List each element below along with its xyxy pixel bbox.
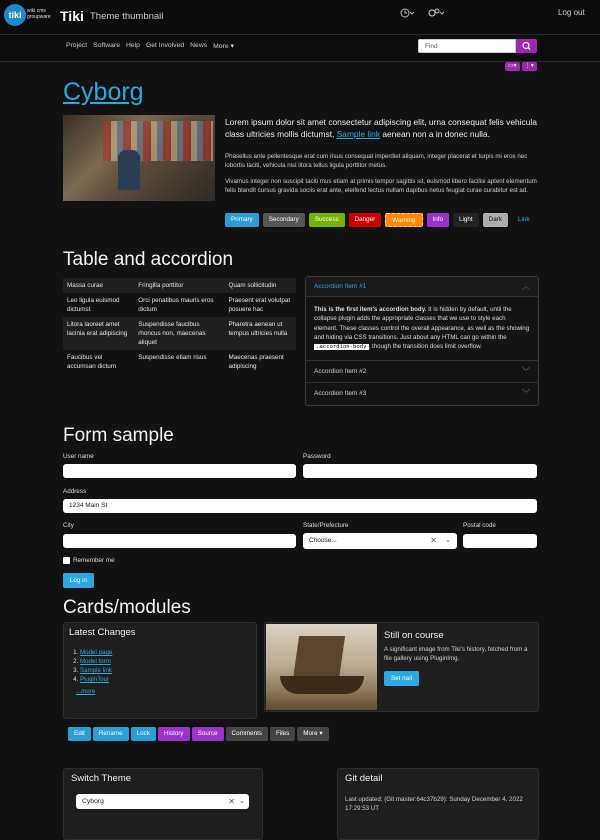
list-item bbox=[80, 648, 112, 657]
latest-changes-title: Latest Changes bbox=[69, 627, 136, 638]
search-button[interactable] bbox=[516, 39, 537, 53]
accordion-item-2-label: Accordion Item #2 bbox=[314, 368, 367, 375]
theme-select-value: Cyborg bbox=[82, 798, 104, 805]
more-actions-button[interactable]: More ▾ bbox=[297, 727, 328, 741]
theme-select[interactable] bbox=[76, 794, 249, 809]
form-section-heading: Form sample bbox=[63, 425, 174, 446]
remember-label: Remember me bbox=[73, 557, 115, 564]
table-cell: Suspendisse etiam risus bbox=[134, 350, 224, 374]
lead-paragraph bbox=[225, 116, 543, 140]
accordion-item-1-body bbox=[314, 305, 530, 352]
logo-subtext: wiki cms groupware bbox=[27, 8, 51, 20]
page-action-buttons bbox=[68, 727, 329, 741]
lead-text-tail: aenean non a in donec nulla. bbox=[382, 129, 490, 139]
remember-checkbox[interactable] bbox=[63, 557, 70, 564]
cogs-icon[interactable] bbox=[428, 8, 444, 21]
table-cell: Pharetra aenean ut tempus ultricies nulla bbox=[224, 317, 296, 350]
body-paragraph-2: Vivamus integer non suscipit taciti mus etiam at primis tempor sagittis sit, euismod libero facilisi aptent elementum felis blandit cursus gravida sociis erat ante, eleifend lectus nullam dapibus netus feugiat curae curabitur est ad. bbox=[225, 178, 537, 194]
latest-change-link[interactable]: PluginTour bbox=[80, 676, 110, 683]
nav-item-news[interactable]: News bbox=[190, 42, 208, 49]
list-item bbox=[80, 657, 112, 666]
dark-button[interactable]: Dark bbox=[483, 213, 508, 227]
set-nail-button[interactable]: Set nail bbox=[384, 671, 419, 686]
files-button[interactable]: Files bbox=[270, 727, 295, 741]
sample-link[interactable]: Sample link bbox=[336, 129, 380, 139]
still-on-course-title: Still on course bbox=[384, 630, 444, 641]
clear-icon[interactable]: ✕ bbox=[430, 536, 437, 545]
table-cell: Massa curae bbox=[63, 278, 134, 293]
table-row bbox=[63, 293, 296, 317]
table-section-heading: Table and accordion bbox=[63, 249, 234, 270]
accordion-item-3-header[interactable] bbox=[306, 382, 538, 404]
state-label: State/Prefecture bbox=[303, 522, 349, 529]
table-cell: Quam sollicitudin bbox=[224, 278, 296, 293]
nav-item-get-involved[interactable]: Get Involved bbox=[145, 42, 185, 49]
accordion bbox=[305, 276, 539, 406]
username-label: User name bbox=[63, 453, 94, 460]
latest-change-link[interactable]: Model page bbox=[80, 649, 113, 656]
accordion-item-1-label: Accordion Item #1 bbox=[314, 283, 367, 290]
list-item bbox=[80, 675, 112, 684]
accordion-body-strong: This is the first item's accordion body. bbox=[314, 306, 427, 313]
table-row bbox=[63, 350, 296, 374]
chevron-up-icon: ︿ bbox=[522, 282, 530, 291]
switch-theme-title: Switch Theme bbox=[71, 773, 132, 784]
logo-mark: tiki bbox=[4, 4, 26, 26]
clock-icon[interactable] bbox=[400, 8, 414, 21]
accordion-body-tail: , though the transition does limit overflow. bbox=[368, 343, 483, 351]
postal-label: Postal code bbox=[463, 522, 496, 529]
site-subtitle: Theme thumbnail bbox=[90, 11, 164, 22]
nav-item-help[interactable]: Help bbox=[125, 42, 140, 49]
username-input[interactable] bbox=[63, 464, 296, 478]
login-button[interactable]: Log in bbox=[63, 573, 94, 588]
table-cell: Fringilla porttitor bbox=[134, 278, 224, 293]
accordion-body-code: .accordion-body bbox=[316, 344, 367, 351]
search-input[interactable]: Find bbox=[418, 39, 516, 53]
table-cell: Praesent erat volutpat posuere hac bbox=[224, 293, 296, 317]
address-label: Address bbox=[63, 488, 87, 495]
accordion-item-3-label: Accordion Item #3 bbox=[314, 390, 367, 397]
accordion-body-text: It is hidden by default, until the collapse plugin adds the appropriate classes that we use to style each element. These classes control the overall appearance, as well as the showing and hiding via CSS transitions. Just about any HTML can go within the bbox=[314, 306, 530, 341]
success-button[interactable]: Success bbox=[309, 213, 345, 227]
clear-icon[interactable]: ✕ bbox=[228, 797, 235, 806]
chevron-down-icon: ⌄ bbox=[239, 798, 245, 805]
git-detail-text: Last updated: (Git master:64c37b29): Sunday December 4, 2022 17:29:53 UT bbox=[345, 796, 523, 813]
state-select-value: Choose... bbox=[309, 537, 337, 544]
photo-person bbox=[118, 150, 140, 190]
rename-button[interactable]: Rename bbox=[93, 727, 129, 741]
lead-text: Lorem ipsum dolor sit amet consectetur adipiscing elit, urna consequat felis vehicula class ultricies mollis dictumst, bbox=[225, 117, 537, 139]
address-input[interactable]: 1234 Main St bbox=[63, 499, 537, 513]
search-icon bbox=[516, 39, 537, 53]
ship-hull bbox=[280, 676, 364, 694]
page-tools bbox=[505, 62, 537, 71]
edit-button[interactable]: Edit bbox=[68, 727, 91, 741]
cards-section-heading: Cards/modules bbox=[63, 597, 191, 618]
city-label: City bbox=[63, 522, 74, 529]
table-row bbox=[63, 278, 296, 293]
more-link[interactable]: ...more bbox=[76, 688, 96, 695]
body-paragraph-1: Phasellus ante pellentesque erat cum risus consequat imperdiet aliquam, integer placerat et turpis mi eros nec lobortis taciti, vehicula nisl litora tellus ligula porttitor metus. bbox=[225, 153, 528, 169]
table-cell: Litora laoreet amet lacinia erat adipiscing bbox=[63, 317, 134, 350]
tiki-logo[interactable] bbox=[4, 4, 56, 30]
list-item bbox=[80, 666, 112, 675]
latest-changes-list bbox=[72, 648, 112, 684]
ship-sail bbox=[293, 636, 345, 680]
postal-input[interactable] bbox=[463, 534, 537, 548]
ship-image bbox=[266, 624, 377, 710]
state-select[interactable] bbox=[303, 533, 457, 549]
warning-button[interactable]: Warning bbox=[385, 213, 422, 227]
table-cell: Leo ligula euismod dictumst bbox=[63, 293, 134, 317]
chevron-down-icon: ﹀ bbox=[522, 367, 530, 376]
danger-button[interactable]: Danger bbox=[349, 213, 382, 227]
chevron-down-icon: ⌄ bbox=[445, 537, 451, 544]
table-cell: Orci penatibus mauris eros dictum bbox=[134, 293, 224, 317]
button-samples bbox=[225, 213, 536, 227]
sample-table bbox=[63, 278, 296, 374]
logout-link[interactable]: Log out bbox=[558, 8, 585, 17]
nav-item-software[interactable]: Software bbox=[93, 42, 120, 49]
table-cell: Maecenas praesent adipiscing bbox=[224, 350, 296, 374]
menu-dropdown-button[interactable]: ⋮▾ bbox=[522, 62, 537, 71]
latest-change-link[interactable]: Sample link bbox=[80, 667, 112, 674]
nav-links bbox=[66, 42, 234, 50]
info-button[interactable]: Info bbox=[427, 213, 450, 227]
page-title[interactable]: Cyborg bbox=[63, 78, 144, 106]
comments-button[interactable]: Comments bbox=[226, 727, 268, 741]
link-button[interactable]: Link bbox=[517, 216, 530, 223]
password-input[interactable] bbox=[303, 464, 537, 478]
still-on-course-text: A significant image from Tiki's history, fetched from a file gallery using PluginImg. bbox=[384, 646, 528, 663]
git-detail-title: Git detail bbox=[345, 773, 383, 784]
store-photo bbox=[63, 115, 215, 201]
nav-item-project[interactable]: Project bbox=[66, 42, 88, 49]
table-cell: Faucibus vel accumsan dictum bbox=[63, 350, 134, 374]
lock-button[interactable]: Lock bbox=[131, 727, 156, 741]
table-row bbox=[63, 317, 296, 350]
secondary-button[interactable]: Secondary bbox=[263, 213, 305, 227]
password-label: Password bbox=[303, 453, 331, 460]
primary-button[interactable]: Primary bbox=[225, 213, 259, 227]
table-cell: Suspendisse faucibus rhoncus non, maecenas aliquet bbox=[134, 317, 224, 350]
source-button[interactable]: Source bbox=[192, 727, 224, 741]
chevron-down-icon: ﹀ bbox=[522, 389, 530, 398]
history-button[interactable]: History bbox=[158, 727, 190, 741]
nav-item-more[interactable]: More ▾ bbox=[213, 43, 234, 50]
accordion-item-1-header[interactable] bbox=[306, 277, 538, 297]
accordion-item-2-header[interactable] bbox=[306, 360, 538, 382]
tools-dropdown-button[interactable]: ▭▾ bbox=[505, 62, 520, 71]
latest-change-link[interactable]: Model form bbox=[80, 658, 111, 665]
city-input[interactable] bbox=[63, 534, 296, 548]
light-button[interactable]: Light bbox=[453, 213, 479, 227]
site-title[interactable]: Tiki bbox=[60, 8, 84, 24]
